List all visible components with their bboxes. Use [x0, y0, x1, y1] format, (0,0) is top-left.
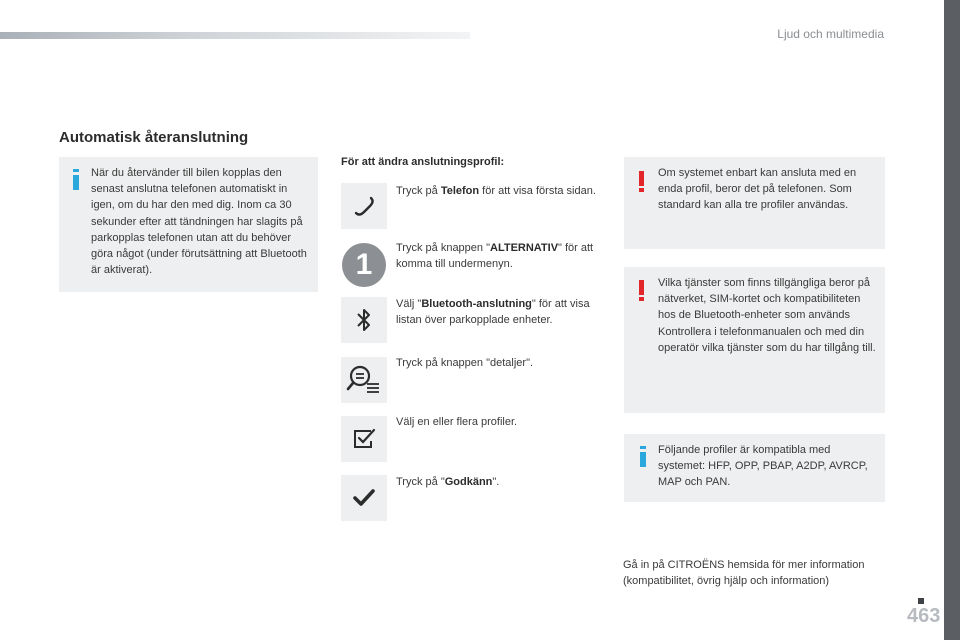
step-detaljer: Tryck på knappen "detaljer".	[396, 357, 534, 369]
page-edge-bar	[944, 0, 960, 640]
page-number: 463	[907, 605, 941, 627]
checkmark-icon	[352, 487, 376, 509]
details-search-icon	[345, 362, 383, 398]
phone-icon-box	[341, 183, 387, 229]
details-icon-box	[341, 357, 387, 403]
bluetooth-icon	[353, 305, 375, 335]
checkbox-icon	[351, 427, 377, 451]
warning-icon	[639, 280, 644, 295]
step-alternativ: Tryck på knappen "ALTERNATIV" för att komma till undermenyn.	[396, 242, 594, 270]
step-godkann: Tryck på "Godkänn".	[396, 476, 500, 488]
footer-note: Gå in på CITROËNS hemsida för mer information (kompatibilitet, övrig hjälp och information)	[623, 559, 865, 587]
info-text-reconnect: När du återvänder till bilen kopplas den senast anslutna telefonen automatiskt in igen, om du har den med dig. Inom ca 30 sekunder efter att tändningen har slagits på parkopplas telefonen utan att du behöver göra något (under förutsättning att Bluetooth är aktiverat).	[91, 167, 307, 277]
step-profiler: Välj en eller flera profiler.	[396, 416, 518, 428]
info-icon	[640, 452, 646, 467]
warning-text-profile: Om systemet enbart kan ansluta med en enda profil, beror det på telefonen. Som standard kan alla tre profiler användas.	[658, 167, 857, 212]
warning-icon	[639, 171, 644, 186]
section-title: Automatisk återanslutning	[59, 129, 249, 146]
step-number-badge: 1	[342, 243, 386, 287]
profile-heading: För att ändra anslutningsprofil:	[341, 156, 505, 168]
phone-icon	[350, 192, 378, 220]
bluetooth-icon-box	[341, 297, 387, 343]
step-telefon: Tryck på Telefon för att visa första sidan.	[396, 185, 596, 197]
warning-text-services: Vilka tjänster som finns tillgängliga beror på nätverket, SIM-kortet och kompatibiliteten hos de Bluetooth-enheter som används Kontrollera i telefonmanualen och med din operatör vilka tjänster som du har tillgång till.	[658, 277, 876, 354]
header-decor-bar	[0, 32, 470, 39]
info-icon	[73, 175, 79, 190]
checkbox-icon-box	[341, 416, 387, 462]
page-marker	[918, 598, 924, 604]
info-text-profiles: Följande profiler är kompatibla med systemet: HFP, OPP, PBAP, A2DP, AVRCP, MAP och PAN.	[658, 444, 868, 489]
step-bluetooth: Välj "Bluetooth-anslutning" för att visa listan över parkopplade enheter.	[396, 298, 590, 326]
chapter-title: Ljud och multimedia	[777, 27, 884, 41]
checkmark-icon-box	[341, 475, 387, 521]
